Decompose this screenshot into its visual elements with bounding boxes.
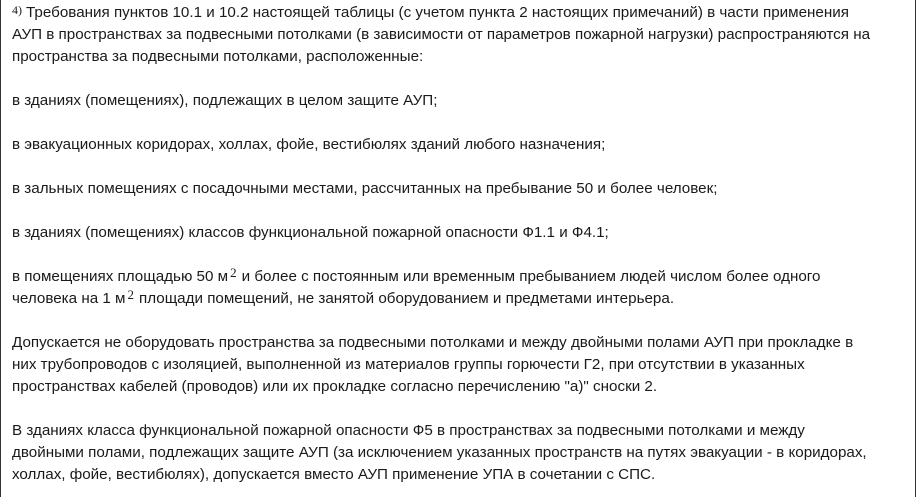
allowance-line-3: пространствах кабелей (проводов) или их прокладке согласно перечислению "а)" сноски 2. bbox=[12, 378, 658, 395]
intro-text-3: пространства за подвесными потолками, расположенные: bbox=[12, 48, 424, 65]
allowance-line-2: них трубопроводов с изоляцией, выполненной из материалов группы горючести Г2, при отсутствии в указанных bbox=[12, 356, 805, 373]
f5-line-2: двойными полами, подлежащих защите АУП (за исключением указанных пространств на путях эвакуации - в коридорах, bbox=[12, 444, 867, 461]
list-item-corridors: в эвакуационных коридорах, холлах, фойе, вестибюлях зданий любого назначения; bbox=[12, 136, 606, 153]
area-line-1 bbox=[12, 266, 911, 288]
intro-line bbox=[12, 2, 911, 24]
allowance-paragraph bbox=[12, 332, 911, 398]
footnote-number: 4) bbox=[12, 3, 22, 17]
area-superscript-2: 2 bbox=[127, 287, 134, 302]
list-item-classes: в зданиях (помещениях) классов функциональной пожарной опасности Ф1.1 и Ф4.1; bbox=[12, 224, 609, 241]
f5-line-1: В зданиях класса функциональной пожарной опасности Ф5 в пространствах за подвесными потолками и между bbox=[12, 422, 805, 439]
f5-line-3: холлах, фойе, вестибюлях), допускается вместо АУП применение УПА в сочетании с СПС. bbox=[12, 466, 656, 483]
intro-paragraph bbox=[12, 2, 911, 68]
area-line-2 bbox=[12, 288, 911, 310]
area-superscript-1: 2 bbox=[230, 265, 237, 280]
list-item-area bbox=[12, 266, 911, 310]
area-text-2a: человека на 1 м bbox=[12, 290, 126, 307]
area-text-2b: площади помещений, не занятой оборудованием и предметами интерьера. bbox=[138, 290, 675, 307]
allowance-line-1: Допускается не оборудовать пространства за подвесными потолками и между двойными полами АУП при прокладке в bbox=[12, 334, 854, 351]
area-text-1b: и более с постоянным или временным пребыванием людей числом более одного bbox=[241, 268, 821, 285]
list-item-halls: в зальных помещениях с посадочными местами, рассчитанных на пребывание 50 и более человек; bbox=[12, 180, 718, 197]
intro-text-2: АУП в пространствах за подвесными потолками (в зависимости от параметров пожарной нагрузки) распространяются на bbox=[12, 26, 871, 43]
area-text-1a: в помещениях площадью 50 м bbox=[12, 268, 229, 285]
list-item-buildings: в зданиях (помещениях), подлежащих в целом защите АУП; bbox=[12, 92, 438, 109]
intro-text-1: Требования пунктов 10.1 и 10.2 настоящей таблицы (с учетом пункта 2 настоящих примечаний) в части применения bbox=[26, 4, 849, 21]
f5-paragraph bbox=[12, 420, 911, 486]
